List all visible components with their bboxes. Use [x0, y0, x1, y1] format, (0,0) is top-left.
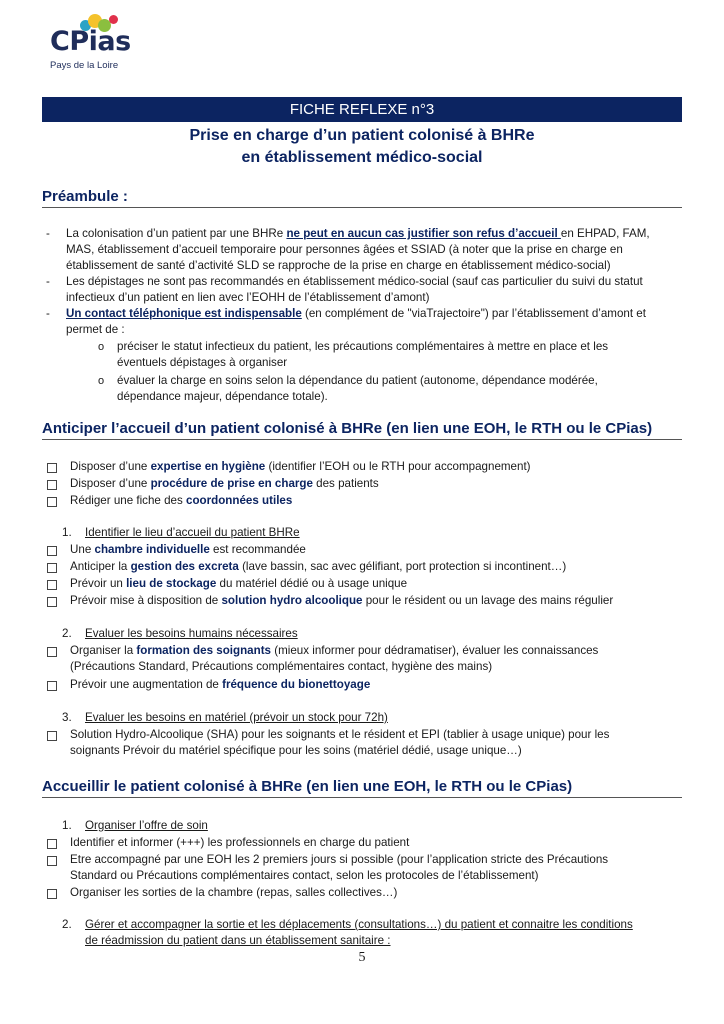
checklist-item: Solution Hydro-Alcoolique (SHA) pour les soignants et le résident et EPI (tablier à usage unique) pour les soignants Prévoir du matériel spécifique pour les soins (matériel dédié, usage unique…)	[70, 728, 610, 757]
preambule-item-1: La colonisation d’un patient par une BHRe ne peut en aucun cas justifier son refus d’accueil en EHPAD, FAM, MAS, établissement d’accueil temporaire pour personnes âgées et SSIAD (à noter que la prise en charge en établissement de santé d’activité SLD se rapproche de la prise en charge en établissement médico-social)	[66, 227, 650, 272]
checklist-item: Prévoir une augmentation de fréquence du bionettoyage	[70, 678, 371, 691]
dash-bullet: -	[46, 227, 50, 240]
checklist-item: Disposer d’une procédure de prise en charge des patients	[70, 477, 379, 490]
checklist-item: Rédiger une fiche des coordonnées utiles	[70, 494, 293, 507]
checklist-item: Etre accompagné par une EOH les 2 premiers jours si possible (pour l’application stricte des Précautions Standard ou Précautions complémentaires contact, selon les protocoles de l’établissement)	[70, 853, 609, 882]
checkbox-icon	[47, 463, 57, 473]
checklist-item: Anticiper la gestion des excreta (lave bassin, sac avec gélifiant, port protection si incontinent…)	[70, 560, 567, 573]
section-title: Organiser l’offre de soin	[85, 819, 208, 832]
preambule-item-3: Un contact téléphonique est indispensable (en complément de "viaTrajectoire") par l’établissement d’amont et permet de :	[66, 307, 646, 336]
checkbox-icon	[47, 597, 57, 607]
logo-subtitle: Pays de la Loire	[50, 60, 119, 71]
section-number: 2.	[62, 627, 72, 640]
emphasis-contact: Un contact téléphonique est indispensable	[66, 307, 302, 320]
doc-title-line1: Prise en charge d’un patient colonisé à BHRe	[189, 127, 535, 144]
checkbox-icon	[47, 839, 57, 849]
checkbox-icon	[47, 681, 57, 691]
checkbox-icon	[47, 580, 57, 590]
dash-bullet: -	[46, 307, 50, 320]
section-number: 3.	[62, 711, 72, 724]
checkbox-icon	[47, 497, 57, 507]
heading-preambule: Préambule :	[42, 188, 682, 208]
cpias-logo	[48, 12, 131, 71]
checkbox-icon	[47, 889, 57, 899]
checkbox-icon	[47, 563, 57, 573]
dash-bullet: -	[46, 275, 50, 288]
checklist-item: Identifier et informer (+++) les professionnels en charge du patient	[70, 836, 410, 849]
checklist-item: Prévoir un lieu de stockage du matériel dédié ou à usage unique	[70, 577, 408, 590]
checklist-item: Organiser la formation des soignants (mieux informer pour dédramatiser), évaluer les connaissances (Précautions Standard, Précautions complémentaires contact, hygiène des mains)	[70, 644, 599, 673]
checkbox-icon	[47, 480, 57, 490]
checklist-item: Une chambre individuelle est recommandée	[70, 543, 306, 556]
circle-bullet-icon: o	[98, 375, 105, 387]
preambule-item-2: Les dépistages ne sont pas recommandés en établissement médico-social (sauf cas particulier du suivi du statut infectieux d’un patient en lien avec l’EOHH de l’établissement d’amont)	[66, 275, 643, 304]
section-title: Identifier le lieu d’accueil du patient BHRe	[85, 526, 300, 539]
doc-title-line2: en établissement médico-social	[241, 149, 483, 166]
checkbox-icon	[47, 856, 57, 866]
checklist-item: Prévoir mise à disposition de solution hydro alcoolique pour le résident ou un lavage des mains régulier	[70, 594, 614, 607]
emphasis-refus: ne peut en aucun cas justifier son refus d’accueil	[286, 227, 561, 240]
preambule-subitem-1: préciser le statut infectieux du patient, les précautions complémentaires à mettre en place et les éventuels dépistages à organiser	[117, 340, 609, 369]
checkbox-icon	[47, 647, 57, 657]
page-number: 5	[358, 950, 366, 965]
checklist-item: Organiser les sorties de la chambre (repas, salles collectives…)	[70, 886, 398, 899]
heading-accueillir: Accueillir le patient colonisé à BHRe (en lien une EOH, le RTH ou le CPias)	[42, 778, 682, 798]
heading-anticiper: Anticiper l’accueil d’un patient colonisé à BHRe (en lien une EOH, le RTH ou le CPias)	[42, 420, 682, 440]
checkbox-icon	[47, 731, 57, 741]
section-number: 1.	[62, 819, 72, 832]
section-title: Evaluer les besoins humains nécessaires	[85, 627, 298, 640]
fiche-banner: FICHE REFLEXE n°3	[42, 97, 682, 122]
section-number: 2.	[62, 918, 72, 931]
section-number: 1.	[62, 526, 72, 539]
checkbox-icon	[47, 546, 57, 556]
checklist-item: Disposer d’une expertise en hygiène (identifier l’EOH ou le RTH pour accompagnement)	[70, 460, 531, 473]
section-title: Gérer et accompagner la sortie et les déplacements (consultations…) du patient et connaitre les conditions de réadmission du patient dans un établissement sanitaire :	[85, 918, 633, 947]
circle-bullet-icon: o	[98, 341, 105, 353]
logo-wordmark: CPias	[50, 26, 131, 57]
section-title: Evaluer les besoins en matériel (prévoir un stock pour 72h)	[85, 711, 388, 724]
preambule-subitem-2: évaluer la charge en soins selon la dépendance du patient (autonome, dépendance modérée, dépendance majeur, dépendance totale).	[117, 374, 598, 403]
